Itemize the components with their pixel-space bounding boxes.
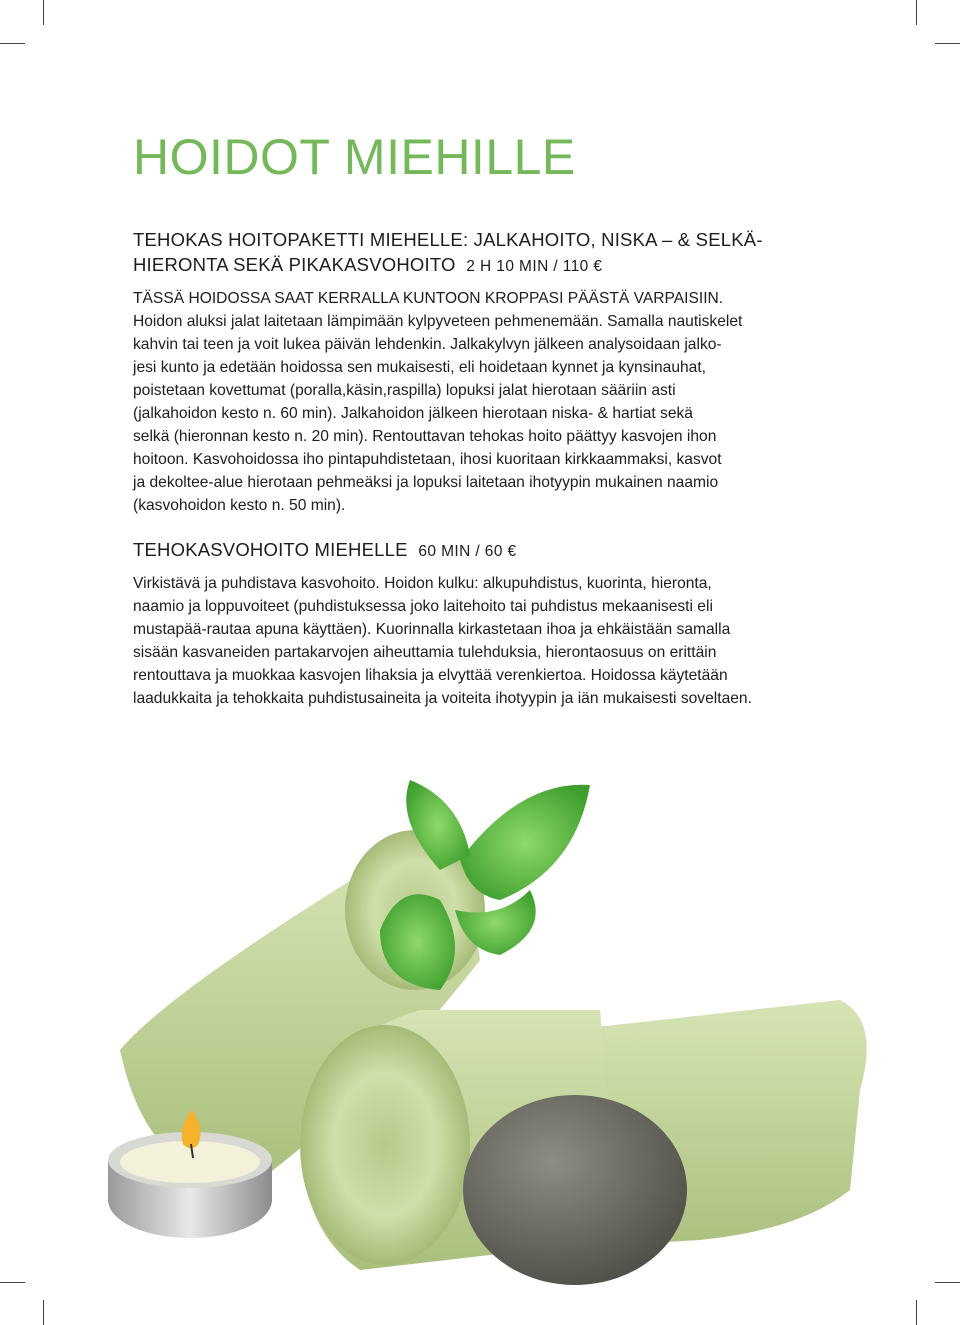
crop-mark [43,0,44,25]
treatment-package-heading [133,227,833,279]
body-line: hoitoon. Kasvohoidossa iho pintapuhdistetaan, ihosi kuoritaan kirkkaammaksi, kasvot [133,451,722,468]
page-title: HOIDOT MIEHILLE [133,129,576,185]
body-line: mustapää-rautaa apuna käyttäen). Kuorinnalla kirkastetaan ihoa ja ehkäistään samalla [133,621,731,638]
towel-roll-front-end [300,1025,470,1265]
body-line: kahvin tai teen ja voit lukea päivän lehdenkin. [133,336,446,353]
treatment-package-section [133,227,833,517]
treatment-package-description [133,287,833,517]
body-line: selkä (hieronnan kesto n. 20 min). Rentouttavan tehokas hoito päättyy kasvojen ihon [133,428,717,445]
heading-line: HIERONTA SEKÄ PIKAKASVOHOITO [133,254,456,275]
body-line: rentouttava ja muokkaa kasvojen lihaksia ja elvyttää verenkiertoa. Hoidossa käytetään [133,667,728,684]
heading-line: TEHOKAS HOITOPAKETTI MIEHELLE: JALKAHOITO, NISKA – & SELKÄ- [133,229,763,250]
body-line: jesi kunto ja edetään hoidossa sen mukaisesti, eli hoidetaan kynnet ja kynsinauhat, [133,359,707,376]
body-line: ja dekoltee-alue hierotaan pehmeäksi ja lopuksi laitetaan ihotyypin mukainen naamio [133,474,719,491]
mint-leaf [460,785,590,900]
facial-treatment-description [133,572,833,710]
body-line: sisään kasvaneiden partakarvojen aiheuttamia tulehduksia, hierontaosuus on erittäin [133,644,717,661]
crop-mark [935,43,960,44]
body-line: Virkistävä ja puhdistava kasvohoito. Hoidon kulku: alkupuhdistus, kuorinta, hieronta, [133,575,712,592]
crop-mark [916,0,917,25]
stone [463,1095,687,1285]
spa-towels-photo [0,760,960,1325]
body-line: Jalkakylvyn jälkeen analysoidaan jalko- [450,336,722,353]
facial-treatment-section [133,537,833,710]
body-line: laadukkaita ja tehokkaita puhdistusaineita ja voiteita ihotyypin ja iän mukaisesti soveltaen. [133,690,752,707]
heading-text: TEHOKASVOHOITO MIEHELLE [133,539,408,560]
body-line: naamio ja loppuvoiteet (puhdistuksessa joko laitehoito tai puhdistus mekaanisesti eli [133,598,713,615]
body-line: poistetaan kovettumat (poralla,käsin,raspilla) lopuksi jalat hierotaan sääriin asti [133,382,676,399]
crop-mark [0,43,25,44]
price-label: 2 H 10 MIN / 110 € [466,258,603,275]
body-line: Hoidon aluksi jalat laitetaan lämpimään kylpyveteen pehmenemään. Samalla nautiskelet [133,313,743,330]
lead-text: TÄSSÄ HOIDOSSA SAAT KERRALLA KUNTOON KROPPASI PÄÄSTÄ VARPAISIIN. [133,290,724,307]
facial-treatment-heading [133,537,833,564]
body-line: (kasvohoidon kesto n. 50 min). [133,497,346,514]
body-line: (jalkahoidon kesto n. 60 min). Jalkahoidon jälkeen hierotaan niska- & hartiat sekä [133,405,693,422]
price-label: 60 MIN / 60 € [418,543,517,560]
